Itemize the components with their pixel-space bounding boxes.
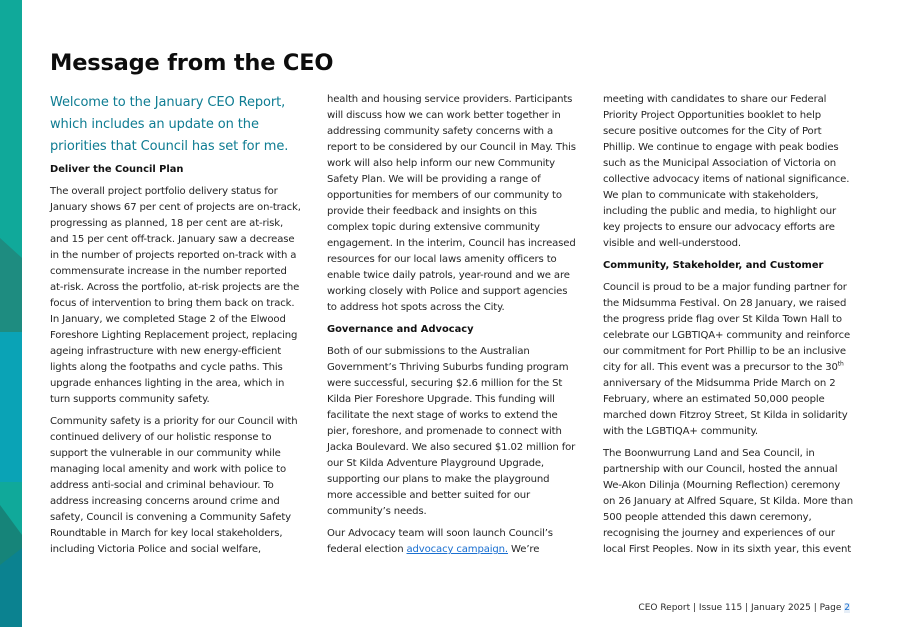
paragraph: The overall project portfolio delivery status for January shows 67 per cent of projects are on-track, progressing as planned, 18 per cent are at-risk, and 15 per cent off-track. January saw a decrease in the number of projects reported on-track with a commensurate increase in the number reported at-risk. Across the portfolio, at-risk projects are the focus of intervention to bring them back on track. In January, we completed Stage 2 of the Elwood Foreshore Lighting Replacement project, replacing ageing infrastructure with new energy-efficient lights along the footpaths and cycle paths. This upgrade enhances lighting in the area, which in turn supports community safety. xyxy=(50,186,301,405)
text-span: We’re xyxy=(508,544,540,555)
section-heading-governance: Governance and Advocacy xyxy=(327,324,474,335)
paragraph xyxy=(603,280,855,440)
column-3 xyxy=(603,92,855,564)
page-title: Message from the CEO xyxy=(50,50,334,76)
section-heading-council-plan: Deliver the Council Plan xyxy=(50,164,184,175)
strip-graphic xyxy=(0,0,22,627)
page-footer xyxy=(638,603,850,613)
page-number: 2 xyxy=(844,603,850,613)
footer-text: CEO Report | Issue 115 | January 2025 | Page xyxy=(638,603,845,613)
paragraph: meeting with candidates to share our Federal Priority Project Opportunities booklet to help secure positive outcomes for the City of Port Phillip. We continue to engage with peak bodies such as the Municipal Association of Victoria on collective advocacy items of national significance. We plan to communicate with stakeholders, including the public and media, to highlight our key projects to ensure our advocacy efforts are visible and well-understood. xyxy=(603,94,850,249)
decorative-side-strip xyxy=(0,0,22,627)
strip-cyan-block xyxy=(0,332,22,482)
column-2 xyxy=(327,92,577,564)
text-span: Council is proud to be a major funding partner for the Midsumma Festival. On 28 January, we raised the progress pride flag over St Kilda Town Hall to celebrate our LGBTIQA+ community and reinforce our commitment for Port Phillip to be an inclusive city for all. This event was a precursor to the 30 xyxy=(603,282,851,373)
text-span: anniversary of the Midsumma Pride March on 2 February, where an estimated 50,000 people marched down Fitzroy Street, St Kilda in solidarity with the LGBTIQA+ community. xyxy=(603,378,848,437)
paragraph xyxy=(327,526,577,558)
paragraph: Both of our submissions to the Australian Government’s Thriving Suburbs funding program were successful, securing $2.6 million for the St Kilda Pier Foreshore Upgrade. This funding will facilitate the next stage of works to extend the pier, foreshore, and promenade to connect with Jacka Boulevard. We also secured $1.02 million for our St Kilda Adventure Playground Upgrade, supporting our plans to make the playground more accessible and better suited for our community’s needs. xyxy=(327,346,576,517)
column-1 xyxy=(50,92,302,564)
paragraph: The Boonwurrung Land and Sea Council, in partnership with our Council, hosted the annual We-Akon Dilinja (Mourning Reflection) ceremony on 26 January at Alfred Square, St Kilda. More than 500 people attended this dawn ceremony, recognising the journey and experiences of our local First Peoples. Now in its sixth year, this event xyxy=(603,448,853,555)
advocacy-campaign-link[interactable]: advocacy campaign. xyxy=(406,544,508,555)
paragraph: Community safety is a priority for our Council with continued delivery of our holistic response to support the vulnerable in our community while managing local amenity and work with police to address anti-social and criminal behaviour. To address increasing concerns around crime and safety, Council is convening a Community Safety Roundtable in March for key local stakeholders, including Victoria Police and social welfare, xyxy=(50,416,298,555)
text-span: Our Advocacy team will soon launch Council’s federal election xyxy=(327,528,553,555)
section-heading-community: Community, Stakeholder, and Customer xyxy=(603,260,824,271)
intro-lead: Welcome to the January CEO Report, which includes an update on the priorities that Council has set for me. xyxy=(50,95,289,154)
paragraph: health and housing service providers. Participants will discuss how we can work better together in addressing community safety concerns with a report to be considered by our Council in May. This work will also help inform our new Community Safety Plan. We will be providing a range of opportunities for members of our community to provide their feedback and insights on this complex topic during extensive community engagement. In the interim, Council has increased resources for our local laws amenity officers to enable twice daily patrols, year-round and we are working closely with Police and support agencies to address hot spots across the City. xyxy=(327,94,576,313)
ordinal-superscript: th xyxy=(837,360,844,368)
